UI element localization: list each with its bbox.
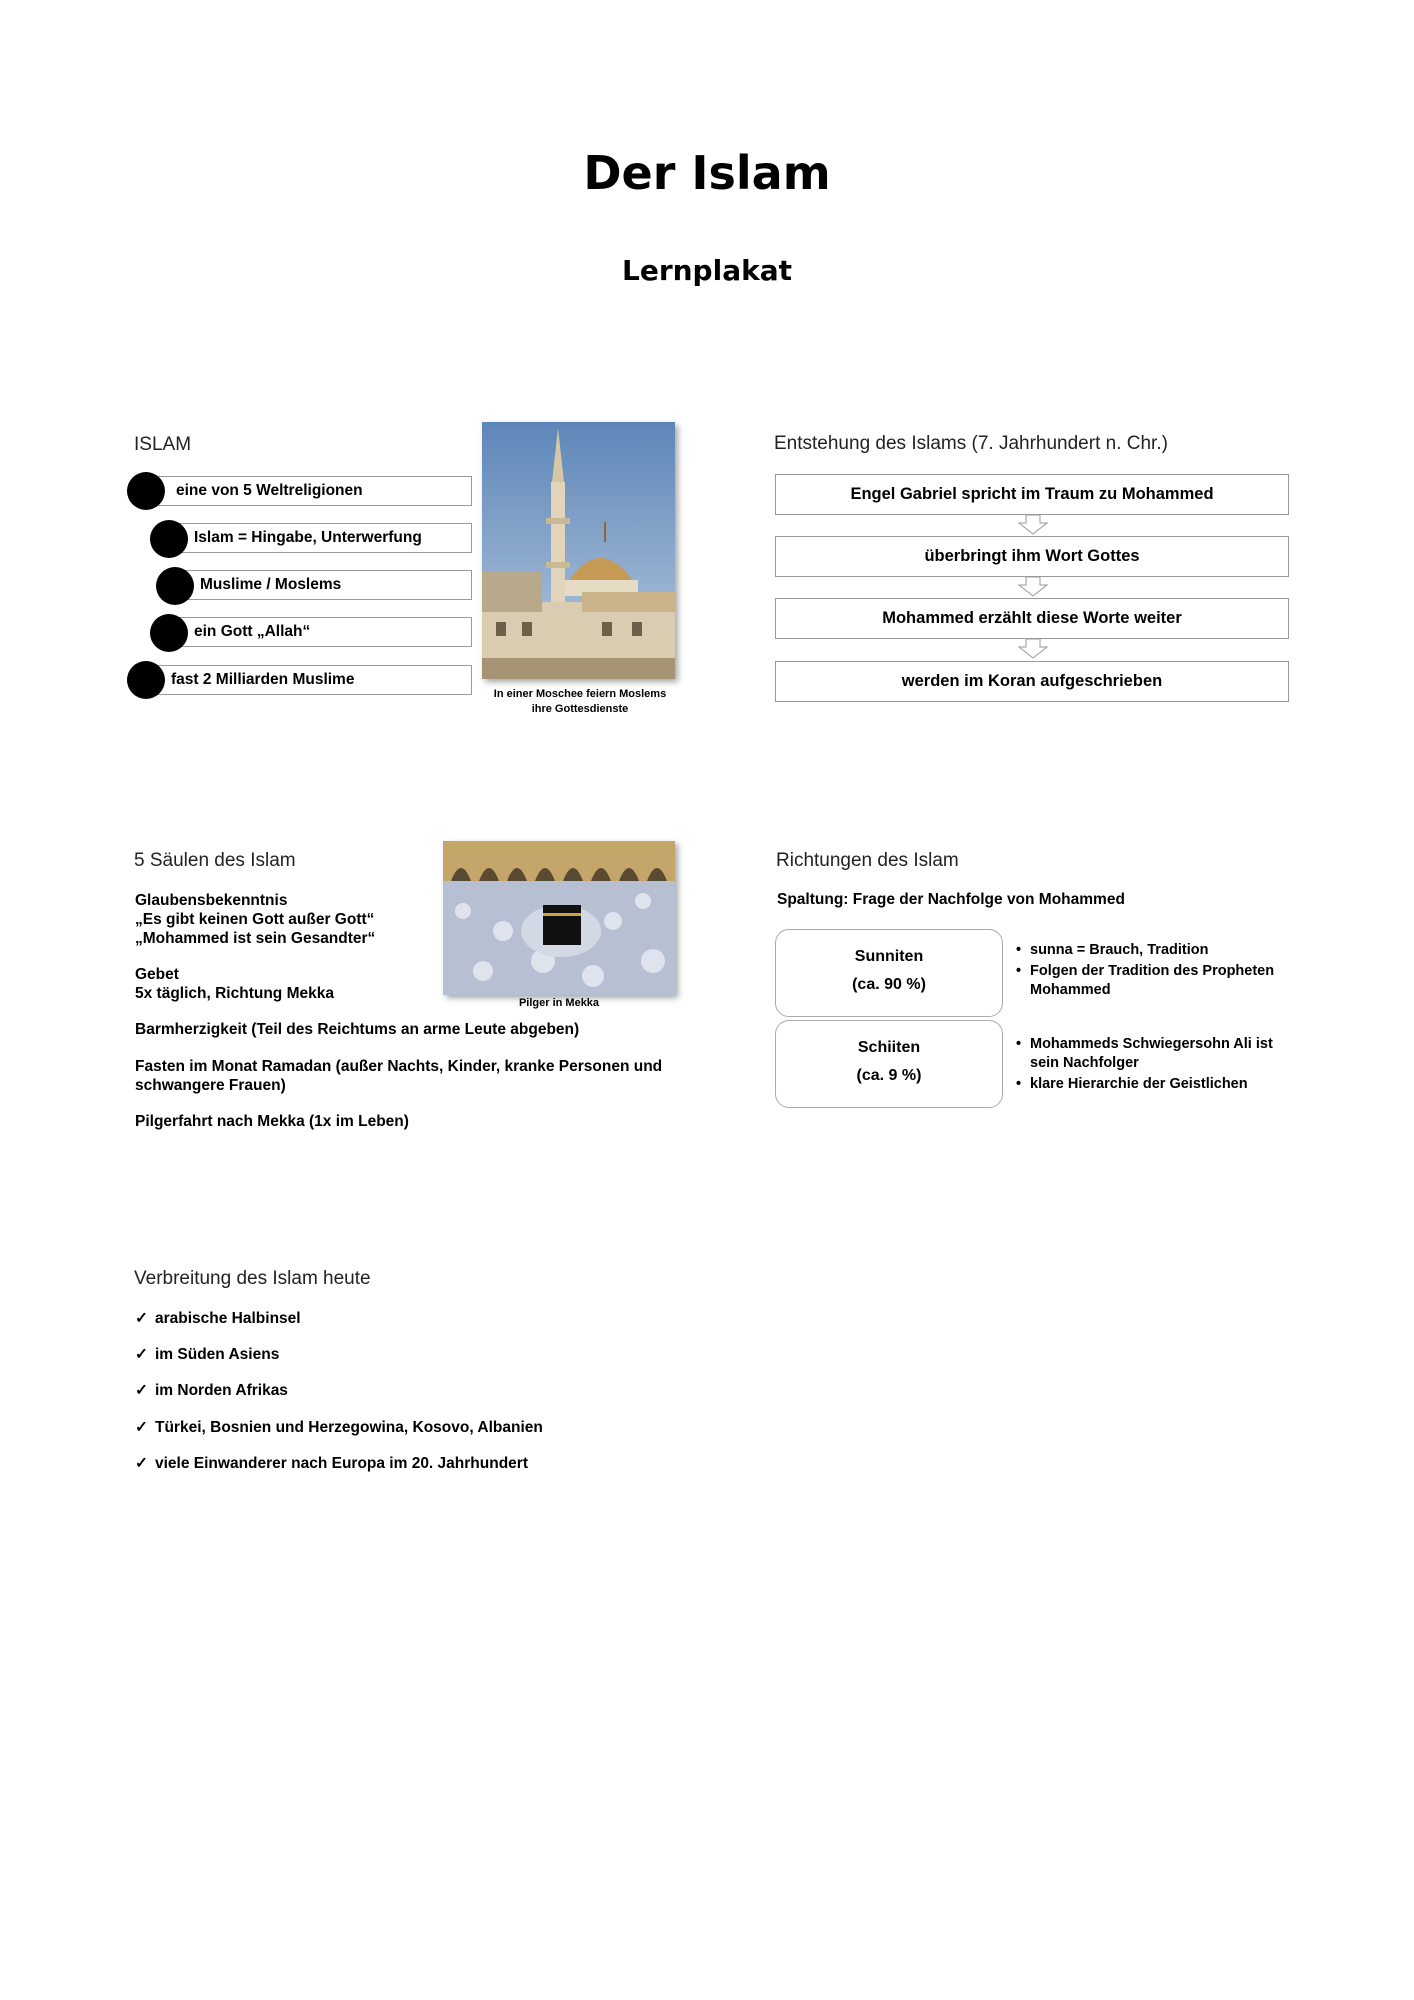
bullet-text: sein Nachfolger (1030, 1055, 1139, 1071)
islam-item: ein Gott „Allah“ (194, 623, 311, 640)
saeulen-heading: 5 Säulen des Islam (134, 850, 296, 871)
checkmark-icon: ✓ (135, 1310, 148, 1327)
bullet-circle-icon (156, 567, 194, 605)
check-item (135, 1345, 279, 1364)
islam-heading: ISLAM (134, 434, 192, 455)
entstehung-heading: Entstehung des Islams (7. Jahrhundert n. Chr.) (774, 433, 1168, 454)
check-text: im Süden Asiens (155, 1346, 280, 1363)
page-title: Der Islam (583, 146, 831, 200)
bullet-circle-icon (127, 661, 165, 699)
bullet-circle-icon (150, 614, 188, 652)
bullet-dot-icon: • (1016, 1036, 1022, 1052)
bullet-item (1016, 941, 1316, 961)
schiiten-name: Schiiten (857, 1039, 921, 1056)
pillar-text: „Es gibt keinen Gott außer Gott“ (135, 911, 375, 928)
pillar-text: Gebet (135, 966, 179, 983)
check-text: Türkei, Bosnien und Herzegowina, Kosovo, Albanien (155, 1419, 543, 1436)
schiiten-share: (ca. 9 %) (856, 1067, 922, 1084)
islam-item: eine von 5 Weltreligionen (176, 482, 363, 499)
pillar-text: „Mohammed ist sein Gesandter“ (135, 930, 376, 947)
check-text: im Norden Afrikas (155, 1382, 288, 1399)
check-text: arabische Halbinsel (155, 1310, 301, 1327)
bullet-text: sunna = Brauch, Tradition (1030, 942, 1209, 958)
bullet-circle-icon (127, 472, 165, 510)
spaltung-text: Spaltung: Frage der Nachfolge von Mohammed (777, 891, 1125, 908)
pillar-text: schwangere Frauen) (135, 1077, 286, 1094)
check-item (135, 1381, 288, 1400)
flow-step: überbringt ihm Wort Gottes (775, 536, 1289, 577)
bullet-text: Mohammed (1030, 982, 1111, 998)
bullet-text: Mohammeds Schwiegersohn Ali ist (1030, 1036, 1273, 1052)
flow-step: Engel Gabriel spricht im Traum zu Mohammed (775, 474, 1289, 515)
pillar-text: Barmherzigkeit (Teil des Reichtums an arme Leute abgeben) (135, 1021, 580, 1038)
flow-step: werden im Koran aufgeschrieben (775, 661, 1289, 702)
islam-item: Islam = Hingabe, Unterwerfung (194, 529, 422, 546)
bullet-item (1016, 1035, 1316, 1055)
check-item (135, 1454, 528, 1473)
schiiten-box (775, 1020, 1003, 1108)
pillar-text: 5x täglich, Richtung Mekka (135, 985, 334, 1002)
mecca-photo (443, 841, 675, 995)
bullet-dot-icon: • (1016, 942, 1022, 958)
page-subtitle: Lernplakat (621, 254, 792, 287)
richtungen-heading: Richtungen des Islam (776, 850, 959, 871)
islam-item: fast 2 Milliarden Muslime (171, 671, 355, 688)
checkmark-icon: ✓ (135, 1419, 148, 1436)
bullet-text: klare Hierarchie der Geistlichen (1030, 1076, 1248, 1092)
bullet-item (1016, 962, 1316, 982)
flow-step: Mohammed erzählt diese Worte weiter (775, 598, 1289, 639)
bullet-circle-icon (150, 520, 188, 558)
mecca-caption: Pilger in Mekka (518, 997, 600, 1009)
checkmark-icon: ✓ (135, 1346, 148, 1363)
check-item (135, 1309, 301, 1328)
bullet-dot-icon: • (1016, 963, 1022, 979)
checkmark-icon: ✓ (135, 1455, 148, 1472)
down-arrow-icon (1018, 515, 1048, 535)
bullet-dot-icon: • (1016, 1076, 1022, 1092)
sunniten-share: (ca. 90 %) (852, 976, 926, 993)
bullet-text: Folgen der Tradition des Propheten (1030, 963, 1275, 979)
pillar-text: Pilgerfahrt nach Mekka (1x im Leben) (135, 1113, 409, 1130)
mosque-photo (482, 422, 675, 679)
bullet-item (1016, 1075, 1316, 1095)
bullet-item (1016, 981, 1316, 1001)
pillar-text: Fasten im Monat Ramadan (außer Nachts, Kinder, kranke Personen und (135, 1058, 663, 1075)
mosque-caption (470, 687, 690, 717)
checkmark-icon: ✓ (135, 1382, 148, 1399)
verbreitung-heading: Verbreitung des Islam heute (134, 1268, 371, 1289)
sunniten-box (775, 929, 1003, 1017)
check-text: viele Einwanderer nach Europa im 20. Jahrhundert (155, 1455, 528, 1472)
check-item (135, 1418, 543, 1437)
sunniten-name: Sunniten (854, 948, 924, 965)
down-arrow-icon (1018, 639, 1048, 659)
pillar-text: Glaubensbekenntnis (135, 892, 288, 909)
caption-line: In einer Moschee feiern Moslems (493, 688, 667, 700)
islam-item: Muslime / Moslems (200, 576, 342, 593)
caption-line: ihre Gottesdienste (531, 703, 629, 715)
bullet-item (1016, 1054, 1316, 1074)
down-arrow-icon (1018, 577, 1048, 597)
